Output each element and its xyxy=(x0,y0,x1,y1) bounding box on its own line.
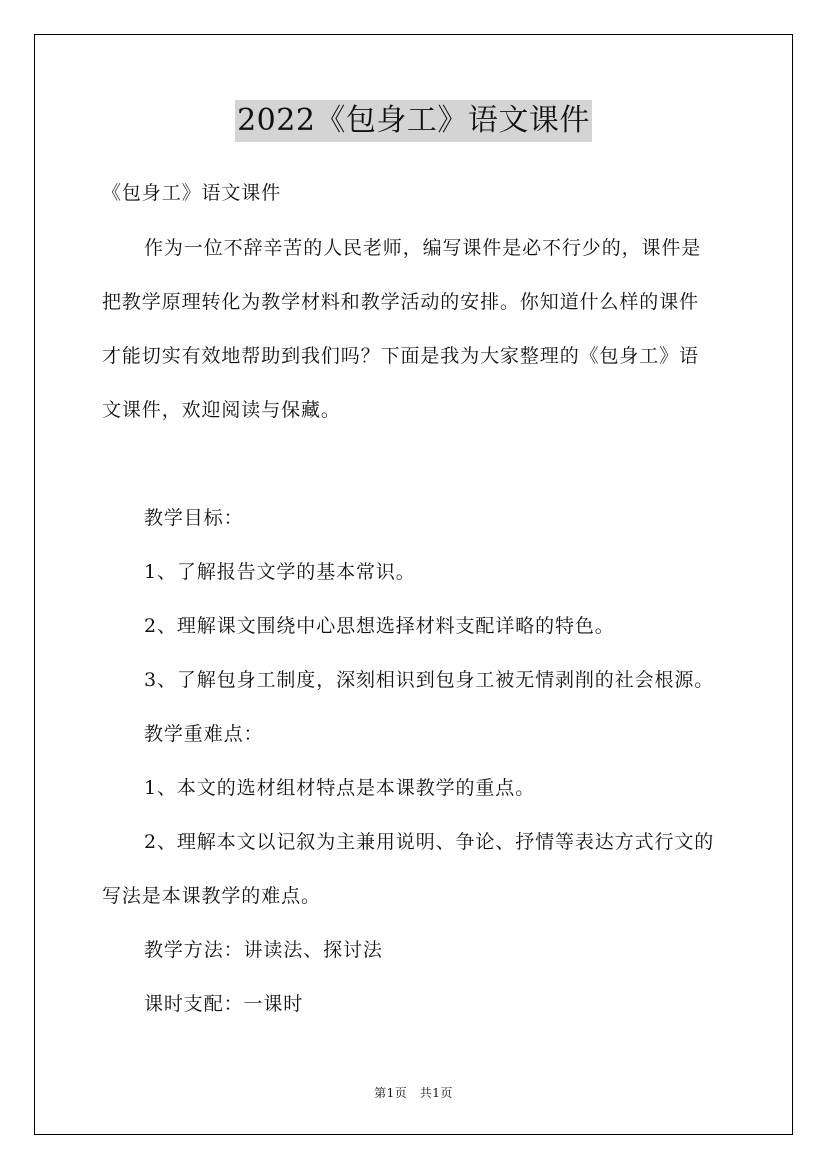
objective-item-3: 3、了解包身工制度，深刻相识到包身工被无情剥削的社会根源。 xyxy=(144,669,715,691)
difficulty-item-1: 1、本文的选材组材特点是本课教学的重点。 xyxy=(144,777,536,799)
page-footer: 第1页 共1页 xyxy=(374,1086,453,1100)
intro-line-1: 作为一位不辞辛苦的人民老师，编写课件是必不行少的，课件是 xyxy=(144,237,702,259)
intro-line-3: 才能切实有效地帮助到我们吗？下面是我为大家整理的《包身工》语 xyxy=(102,345,700,367)
difficulty-item-2-line-1: 2、理解本文以记叙为主兼用说明、争论、抒情等表达方式行文的 xyxy=(144,831,715,853)
class-hours: 课时支配：一课时 xyxy=(144,993,304,1015)
document-subtitle: 《包身工》语文课件 xyxy=(102,182,282,204)
teaching-method: 教学方法：讲读法、探讨法 xyxy=(144,939,383,961)
intro-line-2: 把教学原理转化为教学材料和教学活动的安排。你知道什么样的课件 xyxy=(102,291,700,313)
difficulty-heading: 教学重难点： xyxy=(144,723,264,745)
document-title: 2022《包身工》语文课件 xyxy=(235,100,592,142)
objectives-heading: 教学目标： xyxy=(144,507,244,529)
difficulty-item-2-line-2: 写法是本课教学的难点。 xyxy=(102,885,321,907)
intro-line-4: 文课件，欢迎阅读与保藏。 xyxy=(102,399,341,421)
objective-item-1: 1、了解报告文学的基本常识。 xyxy=(144,561,416,583)
objective-item-2: 2、理解课文围绕中心思想选择材料支配详略的特色。 xyxy=(144,615,615,637)
document-title-wrapper xyxy=(0,100,827,142)
